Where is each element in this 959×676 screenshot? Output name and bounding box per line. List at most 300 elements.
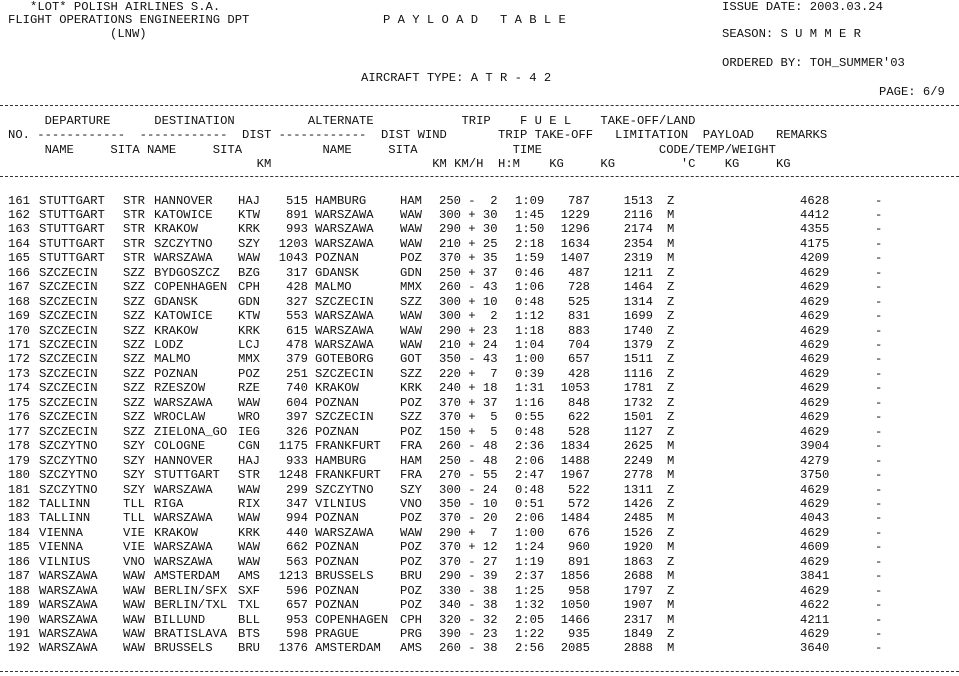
trip-time: 1:59 (515, 251, 545, 266)
alternate-sita: KRK (400, 381, 422, 396)
payload: 4175 (800, 236, 830, 251)
remarks: - (875, 554, 883, 569)
issue-date: ISSUE DATE: 2003.03.24 (722, 0, 883, 14)
departure-sita: WAW (123, 612, 145, 627)
destination-name: HANNOVER (154, 453, 213, 468)
destination-name: WARSZAWA (154, 540, 213, 555)
trip-time: 1:24 (515, 540, 545, 555)
payload: 3750 (800, 468, 830, 483)
trip-fuel: 1407 (560, 251, 590, 266)
alternate-sita: SZZ (400, 366, 422, 381)
page-number: PAGE: 6/9 (879, 85, 945, 99)
alt-dist-wind: 300 + 2 (439, 309, 498, 324)
departure-name: TALLINN (39, 511, 91, 526)
alternate-name: GOTEBORG (315, 352, 374, 367)
departure-sita: SZY (123, 453, 145, 468)
alternate-sita: GOT (400, 352, 422, 367)
aircraft-type: AIRCRAFT TYPE: A T R - 4 2 (361, 71, 552, 85)
row-number: 183 (8, 511, 30, 526)
payload: 4629 (800, 309, 830, 324)
alternate-sita: POZ (400, 554, 422, 569)
trip-time: 0:48 (515, 482, 545, 497)
alternate-name: SZCZECIN (315, 294, 374, 309)
alt-dist-wind: 370 - 27 (439, 554, 498, 569)
alternate-name: COPENHAGEN (315, 612, 389, 627)
distance-km: 596 (286, 583, 308, 598)
departure-sita: STR (123, 207, 145, 222)
distance-km: 478 (286, 338, 308, 352)
trip-fuel: 1229 (560, 207, 590, 222)
destination-sita: WAW (238, 482, 260, 497)
alt-dist-wind: 240 + 18 (439, 381, 498, 396)
trip-fuel: 883 (568, 323, 590, 338)
alternate-name: KRAKOW (315, 381, 359, 396)
distance-km: 1203 (278, 236, 308, 251)
departure-sita: SZZ (123, 352, 145, 367)
destination-sita: KRK (238, 323, 260, 338)
limitation-code: M (667, 540, 675, 555)
destination-name: RIGA (154, 496, 184, 511)
departure-name: STUTTGART (39, 207, 105, 222)
row-number: 172 (8, 352, 30, 367)
destination-name: HANNOVER (154, 193, 213, 208)
destination-name: KRAKOW (154, 323, 198, 338)
trip-fuel: 1856 (560, 569, 590, 584)
payload: 4043 (800, 511, 830, 526)
payload: 4629 (800, 583, 830, 598)
distance-km: 598 (286, 627, 308, 641)
destination-name: KATOWICE (154, 309, 213, 324)
table-row (0, 468, 959, 482)
remarks: - (875, 612, 883, 627)
row-number: 162 (8, 207, 30, 222)
distance-km: 993 (286, 222, 308, 237)
takeoff-fuel: 2249 (623, 453, 653, 468)
distance-km: 994 (286, 511, 308, 526)
trip-fuel: 528 (568, 424, 590, 439)
trip-time: 0:46 (515, 265, 545, 280)
alt-dist-wind: 270 - 55 (439, 468, 498, 483)
takeoff-fuel: 2319 (623, 251, 653, 266)
trip-fuel: 958 (568, 583, 590, 598)
limitation-code: M (667, 598, 675, 613)
destination-name: GDANSK (154, 294, 198, 309)
destination-name: WARSZAWA (154, 395, 213, 410)
limitation-code: Z (667, 280, 675, 295)
remarks: - (875, 525, 883, 540)
alt-dist-wind: 220 + 7 (439, 366, 498, 381)
table-row (0, 280, 959, 294)
alternate-name: POZNAN (315, 511, 359, 526)
distance-km: 326 (286, 424, 308, 439)
departure-sita: WAW (123, 583, 145, 598)
trip-fuel: 1466 (560, 612, 590, 627)
takeoff-fuel: 1116 (623, 366, 653, 381)
destination-sita: KRK (238, 222, 260, 237)
destination-name: ZIELONA_GO (154, 424, 228, 439)
takeoff-fuel: 2778 (623, 468, 653, 483)
alternate-name: SZCZYTNO (315, 482, 374, 497)
trip-time: 1:25 (515, 583, 545, 598)
trip-fuel: 1634 (560, 236, 590, 251)
takeoff-fuel: 1464 (623, 280, 653, 295)
trip-time: 2:47 (515, 468, 545, 483)
row-number: 169 (8, 309, 30, 324)
alt-dist-wind: 290 + 23 (439, 323, 498, 338)
alternate-name: AMSTERDAM (315, 641, 381, 656)
header-divider (0, 105, 959, 106)
remarks: - (875, 496, 883, 511)
payload: 4355 (800, 222, 830, 237)
departure-name: SZCZECIN (39, 424, 98, 439)
trip-fuel: 704 (568, 338, 590, 352)
row-number: 171 (8, 338, 30, 352)
alternate-sita: WAW (400, 207, 422, 222)
destination-sita: HAJ (238, 453, 260, 468)
destination-sita: IEG (238, 424, 260, 439)
destination-name: WARSZAWA (154, 511, 213, 526)
alternate-name: POZNAN (315, 583, 359, 598)
departure-name: VILNIUS (39, 554, 91, 569)
departure-name: WARSZAWA (39, 627, 98, 641)
row-number: 190 (8, 612, 30, 627)
distance-km: 379 (286, 352, 308, 367)
destination-name: SZCZYTNO (154, 236, 213, 251)
departure-sita: STR (123, 251, 145, 266)
limitation-code: Z (667, 583, 675, 598)
departure-name: STUTTGART (39, 193, 105, 208)
table-row (0, 194, 959, 208)
payload: 4629 (800, 410, 830, 425)
trip-fuel: 1296 (560, 222, 590, 237)
departure-name: WARSZAWA (39, 641, 98, 656)
remarks: - (875, 468, 883, 483)
takeoff-fuel: 1311 (623, 482, 653, 497)
trip-fuel: 831 (568, 309, 590, 324)
payload: 3904 (800, 439, 830, 454)
departure-sita: SZZ (123, 280, 145, 295)
limitation-code: Z (667, 338, 675, 352)
row-number: 176 (8, 410, 30, 425)
departure-sita: SZY (123, 439, 145, 454)
row-number: 189 (8, 598, 30, 613)
departure-name: SZCZECIN (39, 352, 98, 367)
alt-dist-wind: 260 - 38 (439, 641, 498, 656)
trip-time: 1:04 (515, 338, 545, 352)
remarks: - (875, 583, 883, 598)
distance-km: 317 (286, 265, 308, 280)
ordered-by: ORDERED BY: TOH_SUMMER'03 (722, 56, 905, 70)
trip-fuel: 2085 (560, 641, 590, 656)
table-row (0, 396, 959, 410)
destination-name: KATOWICE (154, 207, 213, 222)
table-row (0, 569, 959, 583)
destination-sita: BRU (238, 641, 260, 656)
departure-name: SZCZYTNO (39, 482, 98, 497)
alternate-sita: WAW (400, 222, 422, 237)
trip-time: 2:56 (515, 641, 545, 656)
table-row (0, 584, 959, 598)
destination-sita: BLL (238, 612, 260, 627)
departure-name: SZCZECIN (39, 366, 98, 381)
trip-time: 2:36 (515, 439, 545, 454)
table-row (0, 483, 959, 497)
destination-sita: KTW (238, 309, 260, 324)
row-number: 170 (8, 323, 30, 338)
departure-sita: SZZ (123, 366, 145, 381)
trip-fuel: 960 (568, 540, 590, 555)
department-code: (LNW) (110, 27, 147, 41)
payload: 4629 (800, 294, 830, 309)
alt-dist-wind: 250 - 48 (439, 453, 498, 468)
remarks: - (875, 641, 883, 656)
departure-sita: VIE (123, 525, 145, 540)
destination-name: AMSTERDAM (154, 569, 220, 584)
destination-sita: WAW (238, 251, 260, 266)
column-header-divider (0, 176, 959, 177)
column-header-line-1: DEPARTURE DESTINATION ALTERNATE TRIP F U E L TAKE-OFF/LAND (8, 114, 696, 128)
destination-name: WARSZAWA (154, 554, 213, 569)
remarks: - (875, 265, 883, 280)
destination-sita: CGN (238, 439, 260, 454)
departure-name: WARSZAWA (39, 569, 98, 584)
row-number: 174 (8, 381, 30, 396)
table-row (0, 251, 959, 265)
departure-name: VIENNA (39, 540, 83, 555)
payload: 4629 (800, 525, 830, 540)
takeoff-fuel: 1526 (623, 525, 653, 540)
departure-name: SZCZECIN (39, 338, 98, 352)
payload: 4629 (800, 280, 830, 295)
table-row (0, 208, 959, 222)
departure-sita: WAW (123, 641, 145, 656)
takeoff-fuel: 1127 (623, 424, 653, 439)
payload: 4629 (800, 395, 830, 410)
destination-sita: SXF (238, 583, 260, 598)
departure-name: SZCZYTNO (39, 468, 98, 483)
remarks: - (875, 207, 883, 222)
trip-time: 1:32 (515, 598, 545, 613)
destination-name: RZESZOW (154, 381, 206, 396)
distance-km: 440 (286, 525, 308, 540)
trip-fuel: 487 (568, 265, 590, 280)
alternate-sita: POZ (400, 598, 422, 613)
alternate-name: POZNAN (315, 554, 359, 569)
destination-sita: WAW (238, 554, 260, 569)
departure-sita: VNO (123, 554, 145, 569)
destination-name: STUTTGART (154, 468, 220, 483)
departure-sita: STR (123, 222, 145, 237)
trip-fuel: 657 (568, 352, 590, 367)
departure-name: VIENNA (39, 525, 83, 540)
departure-sita: WAW (123, 569, 145, 584)
table-row (0, 324, 959, 338)
takeoff-fuel: 1511 (623, 352, 653, 367)
trip-fuel: 622 (568, 410, 590, 425)
destination-name: KRAKOW (154, 222, 198, 237)
destination-sita: WRO (238, 410, 260, 425)
alternate-name: WARSZAWA (315, 236, 374, 251)
departure-name: SZCZECIN (39, 323, 98, 338)
row-number: 164 (8, 236, 30, 251)
trip-time: 1:50 (515, 222, 545, 237)
row-number: 184 (8, 525, 30, 540)
alternate-sita: POZ (400, 511, 422, 526)
row-number: 161 (8, 193, 30, 208)
limitation-code: Z (667, 525, 675, 540)
trip-fuel: 1967 (560, 468, 590, 483)
table-row (0, 352, 959, 366)
limitation-code: Z (667, 554, 675, 569)
departure-sita: SZY (123, 482, 145, 497)
alternate-name: POZNAN (315, 251, 359, 266)
alternate-name: MALMO (315, 280, 352, 295)
trip-time: 1:31 (515, 381, 545, 396)
trip-time: 1:09 (515, 193, 545, 208)
destination-sita: BZG (238, 265, 260, 280)
alt-dist-wind: 260 - 43 (439, 280, 498, 295)
destination-sita: WAW (238, 511, 260, 526)
distance-km: 604 (286, 395, 308, 410)
remarks: - (875, 540, 883, 555)
alternate-name: FRANKFURT (315, 439, 381, 454)
alternate-name: POZNAN (315, 540, 359, 555)
trip-fuel: 935 (568, 627, 590, 641)
destination-name: MALMO (154, 352, 191, 367)
payload: 4412 (800, 207, 830, 222)
trip-time: 0:55 (515, 410, 545, 425)
row-number: 167 (8, 280, 30, 295)
trip-time: 1:19 (515, 554, 545, 569)
row-number: 175 (8, 395, 30, 410)
alt-dist-wind: 370 - 20 (439, 511, 498, 526)
alt-dist-wind: 390 - 23 (439, 627, 498, 641)
destination-sita: HAJ (238, 193, 260, 208)
trip-fuel: 1050 (560, 598, 590, 613)
column-header-line-3: NAME SITA NAME SITA NAME SITA TIME CODE/TEMP/WEIGHT (8, 143, 776, 157)
limitation-code: M (667, 222, 675, 237)
alternate-sita: WAW (400, 309, 422, 324)
takeoff-fuel: 2174 (623, 222, 653, 237)
alt-dist-wind: 290 + 7 (439, 525, 498, 540)
row-number: 166 (8, 265, 30, 280)
limitation-code: Z (667, 410, 675, 425)
payload: 4629 (800, 352, 830, 367)
alternate-name: BRUSSELS (315, 569, 374, 584)
departure-sita: WAW (123, 627, 145, 641)
trip-fuel: 572 (568, 496, 590, 511)
destination-sita: MMX (238, 352, 260, 367)
takeoff-fuel: 1797 (623, 583, 653, 598)
departure-name: WARSZAWA (39, 598, 98, 613)
takeoff-fuel: 1732 (623, 395, 653, 410)
destination-sita: GDN (238, 294, 260, 309)
alt-dist-wind: 370 + 5 (439, 410, 498, 425)
table-row (0, 338, 959, 352)
destination-name: LODZ (154, 338, 184, 352)
destination-sita: AMS (238, 569, 260, 584)
payload: 4628 (800, 193, 830, 208)
trip-fuel: 1053 (560, 381, 590, 396)
payload: 4211 (800, 612, 830, 627)
takeoff-fuel: 2888 (623, 641, 653, 656)
document-title: P A Y L O A D T A B L E (383, 13, 566, 27)
takeoff-fuel: 1781 (623, 381, 653, 396)
alternate-sita: VNO (400, 496, 422, 511)
payload: 4629 (800, 338, 830, 352)
remarks: - (875, 395, 883, 410)
destination-sita: POZ (238, 366, 260, 381)
alternate-name: WARSZAWA (315, 309, 374, 324)
row-number: 173 (8, 366, 30, 381)
alternate-name: POZNAN (315, 424, 359, 439)
takeoff-fuel: 1740 (623, 323, 653, 338)
alternate-sita: POZ (400, 395, 422, 410)
departure-sita: STR (123, 193, 145, 208)
trip-fuel: 525 (568, 294, 590, 309)
table-row (0, 526, 959, 540)
takeoff-fuel: 1920 (623, 540, 653, 555)
alternate-name: POZNAN (315, 395, 359, 410)
destination-sita: BTS (238, 627, 260, 641)
destination-name: BYDGOSZCZ (154, 265, 220, 280)
trip-fuel: 1834 (560, 439, 590, 454)
alternate-sita: WAW (400, 525, 422, 540)
destination-sita: RIX (238, 496, 260, 511)
remarks: - (875, 381, 883, 396)
row-number: 188 (8, 583, 30, 598)
alternate-name: WARSZAWA (315, 525, 374, 540)
limitation-code: M (667, 612, 675, 627)
remarks: - (875, 366, 883, 381)
departure-name: SZCZYTNO (39, 439, 98, 454)
departure-name: SZCZYTNO (39, 453, 98, 468)
alternate-sita: POZ (400, 540, 422, 555)
alt-dist-wind: 210 + 24 (439, 338, 498, 352)
departure-name: WARSZAWA (39, 583, 98, 598)
table-row (0, 540, 959, 554)
alt-dist-wind: 250 + 37 (439, 265, 498, 280)
departure-name: SZCZECIN (39, 280, 98, 295)
distance-km: 662 (286, 540, 308, 555)
row-number: 191 (8, 627, 30, 641)
trip-time: 1:45 (515, 207, 545, 222)
limitation-code: Z (667, 395, 675, 410)
table-row (0, 309, 959, 323)
row-number: 178 (8, 439, 30, 454)
limitation-code: Z (667, 496, 675, 511)
destination-sita: STR (238, 468, 260, 483)
alternate-sita: PRG (400, 627, 422, 641)
destination-name: BRUSSELS (154, 641, 213, 656)
remarks: - (875, 424, 883, 439)
table-row (0, 598, 959, 612)
alt-dist-wind: 320 - 32 (439, 612, 498, 627)
distance-km: 740 (286, 381, 308, 396)
distance-km: 515 (286, 193, 308, 208)
destination-name: BRATISLAVA (154, 627, 228, 641)
table-row (0, 497, 959, 511)
trip-time: 2:06 (515, 511, 545, 526)
takeoff-fuel: 1379 (623, 338, 653, 352)
destination-sita: LCJ (238, 338, 260, 352)
distance-km: 1043 (278, 251, 308, 266)
distance-km: 563 (286, 554, 308, 569)
departure-sita: SZZ (123, 338, 145, 352)
distance-km: 933 (286, 453, 308, 468)
row-number: 187 (8, 569, 30, 584)
distance-km: 1248 (278, 468, 308, 483)
